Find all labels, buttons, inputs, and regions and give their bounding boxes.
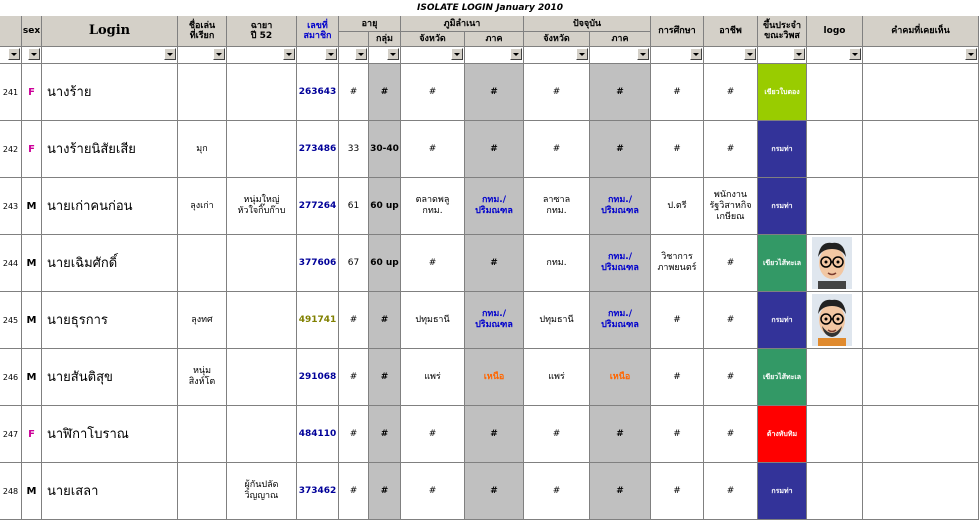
cell-group[interactable]: 60 up — [369, 178, 401, 235]
cell-edu[interactable]: # — [651, 121, 704, 178]
cell-last[interactable] — [863, 178, 979, 235]
cell-h_reg[interactable]: กทม./ ปริมณฑล — [465, 292, 524, 349]
cell-c_prov[interactable]: กทม. — [524, 235, 590, 292]
cell-flag[interactable]: กรมท่า — [758, 292, 807, 349]
cell-last[interactable] — [863, 64, 979, 121]
cell-logo — [807, 406, 863, 463]
cell-sex[interactable]: F — [22, 406, 42, 463]
filter-member[interactable] — [297, 47, 339, 64]
header-hometown-sub-1[interactable]: ภาค — [465, 32, 524, 47]
cell-last[interactable] — [863, 349, 979, 406]
cell-c_prov[interactable]: # — [524, 463, 590, 520]
cell-generation[interactable]: หนุ่มใหญ่ หัวใจกิ๊บก๊าบ — [227, 178, 297, 235]
cell-nickname[interactable] — [178, 235, 227, 292]
cell-age[interactable]: # — [339, 64, 369, 121]
filter-flag[interactable] — [758, 47, 807, 64]
cell-last[interactable] — [863, 406, 979, 463]
cell-age[interactable]: # — [339, 292, 369, 349]
cell-h_prov[interactable]: # — [401, 121, 465, 178]
cell-edu[interactable]: ป.ตรี — [651, 178, 704, 235]
filter-dropdown-button[interactable] — [213, 48, 225, 60]
cell-last[interactable] — [863, 292, 979, 349]
cell-career[interactable]: # — [704, 406, 758, 463]
filter-dropdown-button[interactable] — [849, 48, 861, 60]
cell-nickname[interactable]: ลุงเก่า — [178, 178, 227, 235]
header-edu[interactable]: การศึกษา — [651, 16, 704, 47]
header-flag[interactable]: ขึ้นประจำ ขณะวิพส — [758, 16, 807, 47]
chevron-down-icon — [216, 53, 222, 56]
cell-login[interactable]: นาฬิกาโบราณ — [42, 406, 178, 463]
cell-group[interactable]: # — [369, 292, 401, 349]
cell-sex[interactable]: F — [22, 121, 42, 178]
cell-c_reg[interactable]: กทม./ ปริมณฑล — [590, 235, 651, 292]
cell-c_prov[interactable]: # — [524, 64, 590, 121]
cell-logo — [807, 64, 863, 121]
filter-edu[interactable] — [651, 47, 704, 64]
header-last[interactable]: คำคมที่เคยเห็น — [863, 16, 979, 47]
cell-career[interactable]: พนักงาน รัฐวิสาหกิจ เกษียณ — [704, 178, 758, 235]
cell-logo — [807, 292, 863, 349]
cell-sex[interactable]: M — [22, 235, 42, 292]
header-member[interactable]: เลขที่ สมาชิก — [297, 16, 339, 47]
chevron-down-icon — [11, 53, 17, 56]
cell-flag[interactable]: กรมท่า — [758, 463, 807, 520]
filter-h_prov[interactable] — [401, 47, 465, 64]
cell-edu[interactable]: # — [651, 463, 704, 520]
header-logo[interactable]: logo — [807, 16, 863, 47]
cell-h_prov[interactable]: # — [401, 64, 465, 121]
cell-member[interactable]: 291068 — [297, 349, 339, 406]
cell-age[interactable]: 67 — [339, 235, 369, 292]
cell-c_reg[interactable]: # — [590, 406, 651, 463]
filter-dropdown-button[interactable] — [637, 48, 649, 60]
filter-sex[interactable] — [22, 47, 42, 64]
chevron-down-icon — [796, 53, 802, 56]
chevron-down-icon — [358, 53, 364, 56]
cell-h_prov[interactable]: # — [401, 463, 465, 520]
cell-c_prov[interactable]: ลาซาล กทม. — [524, 178, 590, 235]
cell-no[interactable]: 243 — [0, 178, 22, 235]
chevron-down-icon — [513, 53, 519, 56]
filter-dropdown-button[interactable] — [793, 48, 805, 60]
cell-h_reg[interactable]: เหนือ — [465, 349, 524, 406]
cell-nickname[interactable]: หนุ่ม สิงห์โต — [178, 349, 227, 406]
cell-career[interactable]: # — [704, 463, 758, 520]
cell-no[interactable]: 244 — [0, 235, 22, 292]
header-no[interactable] — [0, 16, 22, 47]
cell-no[interactable]: 247 — [0, 406, 22, 463]
cell-flag[interactable]: เขียวไส้ทะเล — [758, 235, 807, 292]
cell-career[interactable]: # — [704, 235, 758, 292]
cell-career[interactable]: # — [704, 292, 758, 349]
filter-last[interactable] — [863, 47, 979, 64]
cell-edu[interactable]: # — [651, 406, 704, 463]
cell-age[interactable]: # — [339, 349, 369, 406]
cell-no[interactable]: 242 — [0, 121, 22, 178]
cell-generation[interactable] — [227, 292, 297, 349]
cell-no[interactable]: 248 — [0, 463, 22, 520]
header-hometown[interactable]: ภูมิลำเนา — [401, 16, 524, 32]
cell-generation[interactable] — [227, 349, 297, 406]
cell-h_prov[interactable]: ปทุมธานี — [401, 292, 465, 349]
filter-dropdown-button[interactable] — [387, 48, 399, 60]
cell-edu[interactable]: # — [651, 64, 704, 121]
filter-dropdown-button[interactable] — [510, 48, 522, 60]
cell-login[interactable]: นายเฉิมศักดิ์ — [42, 235, 178, 292]
filter-age[interactable] — [339, 47, 369, 64]
header-career[interactable]: อาชีพ — [704, 16, 758, 47]
header-current[interactable]: ปัจจุบัน — [524, 16, 651, 32]
cell-login[interactable]: นางร้าย — [42, 64, 178, 121]
cell-flag[interactable]: เขียวไส้ทะเล — [758, 349, 807, 406]
filter-dropdown-button[interactable] — [744, 48, 756, 60]
cell-logo — [807, 235, 863, 292]
cell-member[interactable]: 273486 — [297, 121, 339, 178]
chevron-down-icon — [167, 53, 173, 56]
cell-generation[interactable]: ผู้กันปลัด วิญญาณ — [227, 463, 297, 520]
filter-dropdown-button[interactable] — [28, 48, 40, 60]
cell-h_reg[interactable]: # — [465, 121, 524, 178]
cell-flag[interactable]: กรมท่า — [758, 178, 807, 235]
chevron-down-icon — [968, 53, 974, 56]
cell-generation[interactable] — [227, 64, 297, 121]
cell-h_prov[interactable]: แพร่ — [401, 349, 465, 406]
filter-login[interactable] — [42, 47, 178, 64]
cell-flag[interactable]: ต้างทับทิม — [758, 406, 807, 463]
cell-logo — [807, 178, 863, 235]
cell-h_prov[interactable]: ตลาดพลู กทม. — [401, 178, 465, 235]
cell-edu[interactable]: # — [651, 349, 704, 406]
cell-c_reg[interactable]: เหนือ — [590, 349, 651, 406]
cell-member[interactable]: 377606 — [297, 235, 339, 292]
filter-dropdown-button[interactable] — [355, 48, 367, 60]
cell-last[interactable] — [863, 463, 979, 520]
chevron-down-icon — [852, 53, 858, 56]
cell-h_prov[interactable]: # — [401, 235, 465, 292]
cell-c_reg[interactable]: # — [590, 121, 651, 178]
cell-member[interactable]: 277264 — [297, 178, 339, 235]
header-current-sub-1[interactable]: ภาค — [590, 32, 651, 47]
cell-c_prov[interactable]: # — [524, 406, 590, 463]
filter-c_reg[interactable] — [590, 47, 651, 64]
filter-dropdown-button[interactable] — [164, 48, 176, 60]
cell-nickname[interactable]: มุก — [178, 121, 227, 178]
cell-h_reg[interactable]: กทม./ ปริมณฑล — [465, 178, 524, 235]
chevron-down-icon — [286, 53, 292, 56]
chevron-down-icon — [454, 53, 460, 56]
cell-age[interactable]: # — [339, 406, 369, 463]
header-sex[interactable]: sex — [22, 16, 42, 47]
avatar-icon — [812, 294, 852, 346]
cell-generation[interactable] — [227, 235, 297, 292]
cell-logo — [807, 463, 863, 520]
cell-career[interactable]: # — [704, 64, 758, 121]
filter-no[interactable] — [0, 47, 22, 64]
cell-h_reg[interactable]: # — [465, 235, 524, 292]
filter-generation[interactable] — [227, 47, 297, 64]
cell-last[interactable] — [863, 121, 979, 178]
cell-age[interactable]: 33 — [339, 121, 369, 178]
filter-dropdown-button[interactable] — [965, 48, 977, 60]
cell-login[interactable]: นายสันติสุข — [42, 349, 178, 406]
cell-nickname[interactable] — [178, 463, 227, 520]
header-nickname[interactable]: ชื่อเล่น ที่เรียก — [178, 16, 227, 47]
cell-c_prov[interactable]: ปทุมธานี — [524, 292, 590, 349]
cell-group[interactable]: 30-40 — [369, 121, 401, 178]
filter-c_prov[interactable] — [524, 47, 590, 64]
cell-career[interactable]: # — [704, 349, 758, 406]
cell-logo — [807, 121, 863, 178]
header-hometown-sub-0[interactable]: จังหวัด — [401, 32, 465, 47]
cell-nickname[interactable]: ลุงทศ — [178, 292, 227, 349]
cell-h_reg[interactable]: # — [465, 463, 524, 520]
filter-dropdown-button[interactable] — [283, 48, 295, 60]
cell-group[interactable]: # — [369, 349, 401, 406]
cell-career[interactable]: # — [704, 121, 758, 178]
cell-group[interactable]: # — [369, 463, 401, 520]
cell-group[interactable]: 60 up — [369, 235, 401, 292]
cell-login[interactable]: นายเสลา — [42, 463, 178, 520]
cell-c_reg[interactable]: กทม./ ปริมณฑล — [590, 292, 651, 349]
chevron-down-icon — [747, 53, 753, 56]
sheet-title: ISOLATE LOGIN January 2010 — [416, 3, 563, 13]
cell-login[interactable]: นายธุรการ — [42, 292, 178, 349]
filter-dropdown-button[interactable] — [690, 48, 702, 60]
cell-flag[interactable]: เขียวใบตอง — [758, 64, 807, 121]
cell-age[interactable]: 61 — [339, 178, 369, 235]
cell-c_reg[interactable]: # — [590, 64, 651, 121]
cell-no[interactable]: 246 — [0, 349, 22, 406]
cell-group[interactable]: # — [369, 64, 401, 121]
cell-age[interactable]: # — [339, 463, 369, 520]
filter-dropdown-button[interactable] — [576, 48, 588, 60]
header-generation[interactable]: ฉายา ปี 52 — [227, 16, 297, 47]
cell-generation[interactable] — [227, 406, 297, 463]
title-bar — [0, 0, 979, 16]
cell-logo — [807, 349, 863, 406]
cell-no[interactable]: 241 — [0, 64, 22, 121]
cell-member[interactable]: 263643 — [297, 64, 339, 121]
cell-h_reg[interactable]: # — [465, 64, 524, 121]
cell-sex[interactable]: M — [22, 349, 42, 406]
header-current-sub-0[interactable]: จังหวัด — [524, 32, 590, 47]
header-age-sub-1[interactable]: กลุ่ม — [369, 32, 401, 47]
cell-member[interactable]: 491741 — [297, 292, 339, 349]
cell-login[interactable]: นายเก่าคนก่อน — [42, 178, 178, 235]
cell-sex[interactable]: M — [22, 292, 42, 349]
header-login[interactable]: Login — [42, 16, 178, 47]
filter-nickname[interactable] — [178, 47, 227, 64]
cell-c_prov[interactable]: # — [524, 121, 590, 178]
filter-dropdown-button[interactable] — [451, 48, 463, 60]
cell-nickname[interactable] — [178, 64, 227, 121]
cell-member[interactable]: 484110 — [297, 406, 339, 463]
cell-no[interactable]: 245 — [0, 292, 22, 349]
cell-c_prov[interactable]: แพร่ — [524, 349, 590, 406]
cell-sex[interactable]: M — [22, 463, 42, 520]
filter-dropdown-button[interactable] — [8, 48, 20, 60]
cell-c_reg[interactable]: # — [590, 463, 651, 520]
chevron-down-icon — [31, 53, 37, 56]
chevron-down-icon — [693, 53, 699, 56]
chevron-down-icon — [579, 53, 585, 56]
cell-login[interactable]: นางร้ายนิสัยเสีย — [42, 121, 178, 178]
cell-h_reg[interactable]: # — [465, 406, 524, 463]
chevron-down-icon — [328, 53, 334, 56]
cell-group[interactable]: # — [369, 406, 401, 463]
filter-logo[interactable] — [807, 47, 863, 64]
cell-h_prov[interactable]: # — [401, 406, 465, 463]
filter-career[interactable] — [704, 47, 758, 64]
filter-dropdown-button[interactable] — [325, 48, 337, 60]
cell-last[interactable] — [863, 235, 979, 292]
chevron-down-icon — [640, 53, 646, 56]
header-age-sub-0[interactable] — [339, 32, 369, 47]
avatar-icon — [812, 237, 852, 289]
cell-sex[interactable]: F — [22, 64, 42, 121]
filter-group[interactable] — [369, 47, 401, 64]
cell-c_reg[interactable]: กทม./ ปริมณฑล — [590, 178, 651, 235]
cell-nickname[interactable] — [178, 406, 227, 463]
cell-edu[interactable]: วิชาการ ภาพยนตร์ — [651, 235, 704, 292]
cell-member[interactable]: 373462 — [297, 463, 339, 520]
header-age[interactable]: อายุ — [339, 16, 401, 32]
cell-sex[interactable]: M — [22, 178, 42, 235]
chevron-down-icon — [390, 53, 396, 56]
cell-generation[interactable] — [227, 121, 297, 178]
filter-h_reg[interactable] — [465, 47, 524, 64]
cell-flag[interactable]: กรมท่า — [758, 121, 807, 178]
cell-edu[interactable]: # — [651, 292, 704, 349]
